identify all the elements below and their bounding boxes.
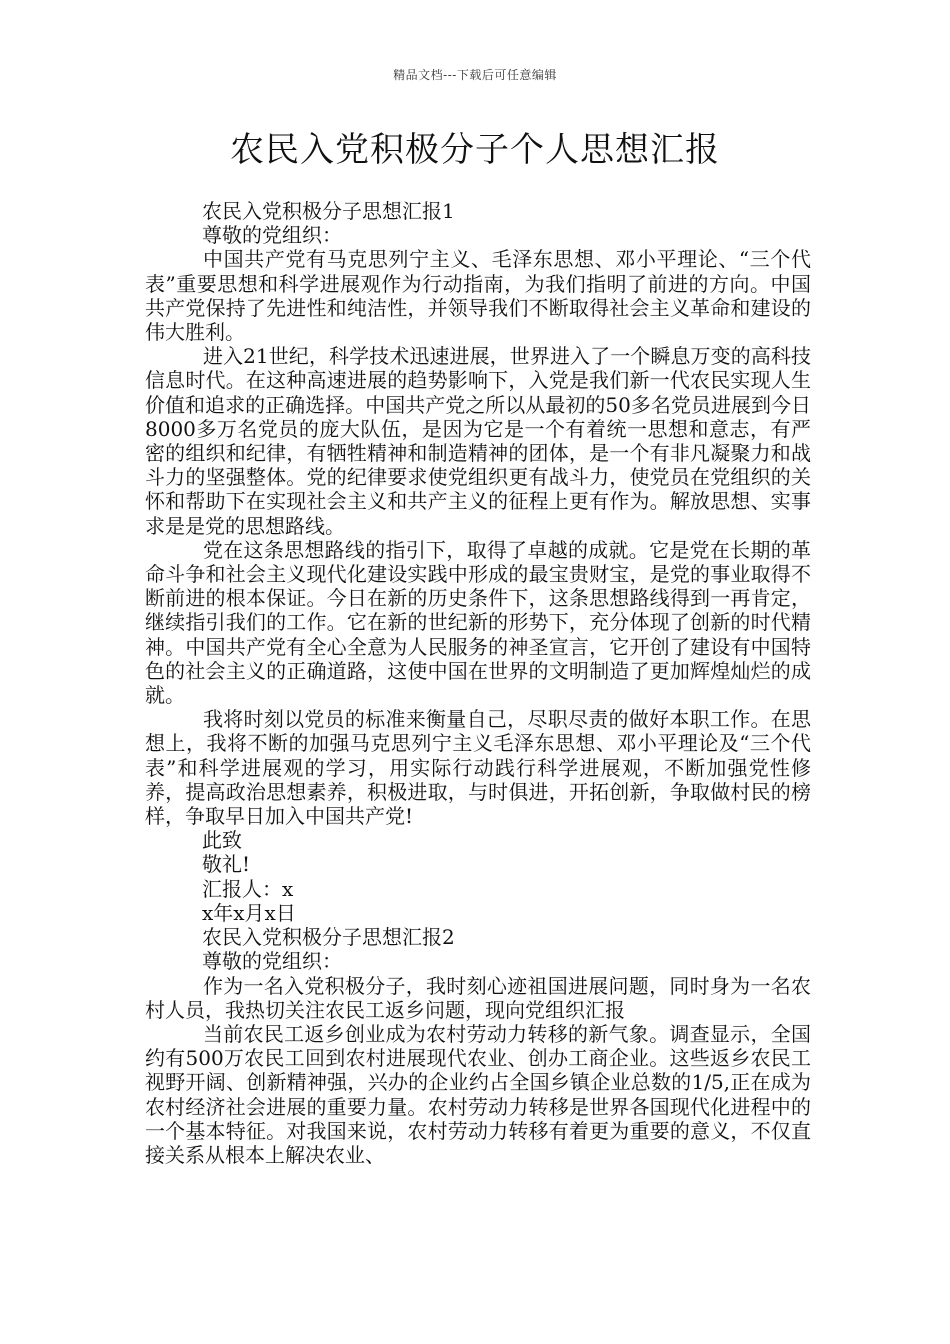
document-title: 农民入党积极分子个人思想汇报 <box>230 130 720 170</box>
report-2-salutation: 尊敬的党组织： <box>202 949 342 974</box>
report-1-paragraph: 党在这条思想路线的指引下，取得了卓越的成就。它是党在长期的革命斗争和社会主义现代化建设实践中形成的最宝贵财宝，是党的事业取得不断前进的根本保证。今日在新的历史条件下，这条思想路线得到一再肯定，继续指引我们的工作。它在新的世纪新的形势下，充分体现了创新的时代精神。中国共产党有全心全意为人民服务的神圣宣言，它开创了建设有中国特色的社会主义的正确道路，这使中国在世界的文明制造了更加辉煌灿烂的成就。 <box>145 537 811 708</box>
report-1-paragraph: 中国共产党有马克思列宁主义、毛泽东思想、邓小平理论、“三个代表”重要思想和科学进展观作为行动指南，为我们指明了前进的方向。中国共产党保持了先进性和纯洁性，并领导我们不断取得社会主义革命和建设的伟大胜利。 <box>145 247 811 345</box>
report-2-paragraph: 当前农民工返乡创业成为农村劳动力转移的新气象。调查显示，全国约有500万农民工回到农村进展现代农业、创办工商企业。这些返乡农民工视野开阔、创新精神强，兴办的企业约占全国乡镇企业总数的1/5,正在成为农村经济社会进展的重要力量。农村劳动力转移是世界各国现代化进程中的一个基本特征。对我国来说，农村劳动力转移有着更为重要的意义，不仅直接关系从根本上解决农业、 <box>145 1021 811 1167</box>
report-1-paragraph: 我将时刻以党员的标准来衡量自己，尽职尽责的做好本职工作。在思想上，我将不断的加强马克思列宁主义毛泽东思想、邓小平理论及“三个代表”和科学进展观的学习，用实际行动践行科学进展观，不断加强党性修养，提高政治思想素养，积极进取，与时俱进，开拓创新，争取做村民的榜样，争取早日加入中国共产党! <box>145 707 811 829</box>
report-1-salutation: 尊敬的党组织： <box>202 223 342 248</box>
closing-jingli: 敬礼! <box>202 852 251 877</box>
date-line: x年x月x日 <box>202 900 296 925</box>
report-1-heading: 农民入党积极分子思想汇报1 <box>202 199 455 223</box>
report-1-paragraph: 进入21世纪，科学技术迅速进展，世界进入了一个瞬息万变的高科技信息时代。在这种高速进展的趋势影响下，入党是我们新一代农民实现人生价值和追求的正确选择。中国共产党之所以从最初的50多名党员进展到今日8000多万名党员的庞大队伍，是因为它是一个有着统一思想和意志，有严密的组织和纪律，有牺牲精神和制造精神的团体，是一个有非凡凝聚力和战斗力的坚强整体。党的纪律要求使党组织更有战斗力，使党员在党组织的关怀和帮助下在实现社会主义和共产主义的征程上更有作为。解放思想、实事求是是党的思想路线。 <box>145 344 811 538</box>
report-2-paragraph: 作为一名入党积极分子，我时刻心迹祖国进展问题，同时身为一名农村人员，我热切关注农民工返乡问题，现向党组织汇报 <box>145 973 811 1022</box>
document-body <box>145 199 811 1167</box>
header-note: 精品文档---下载后可任意编辑 <box>393 68 557 82</box>
closing-cizhi: 此致 <box>202 828 242 853</box>
report-2-heading: 农民入党积极分子思想汇报2 <box>202 925 455 950</box>
reporter-line: 汇报人：x <box>202 876 294 901</box>
